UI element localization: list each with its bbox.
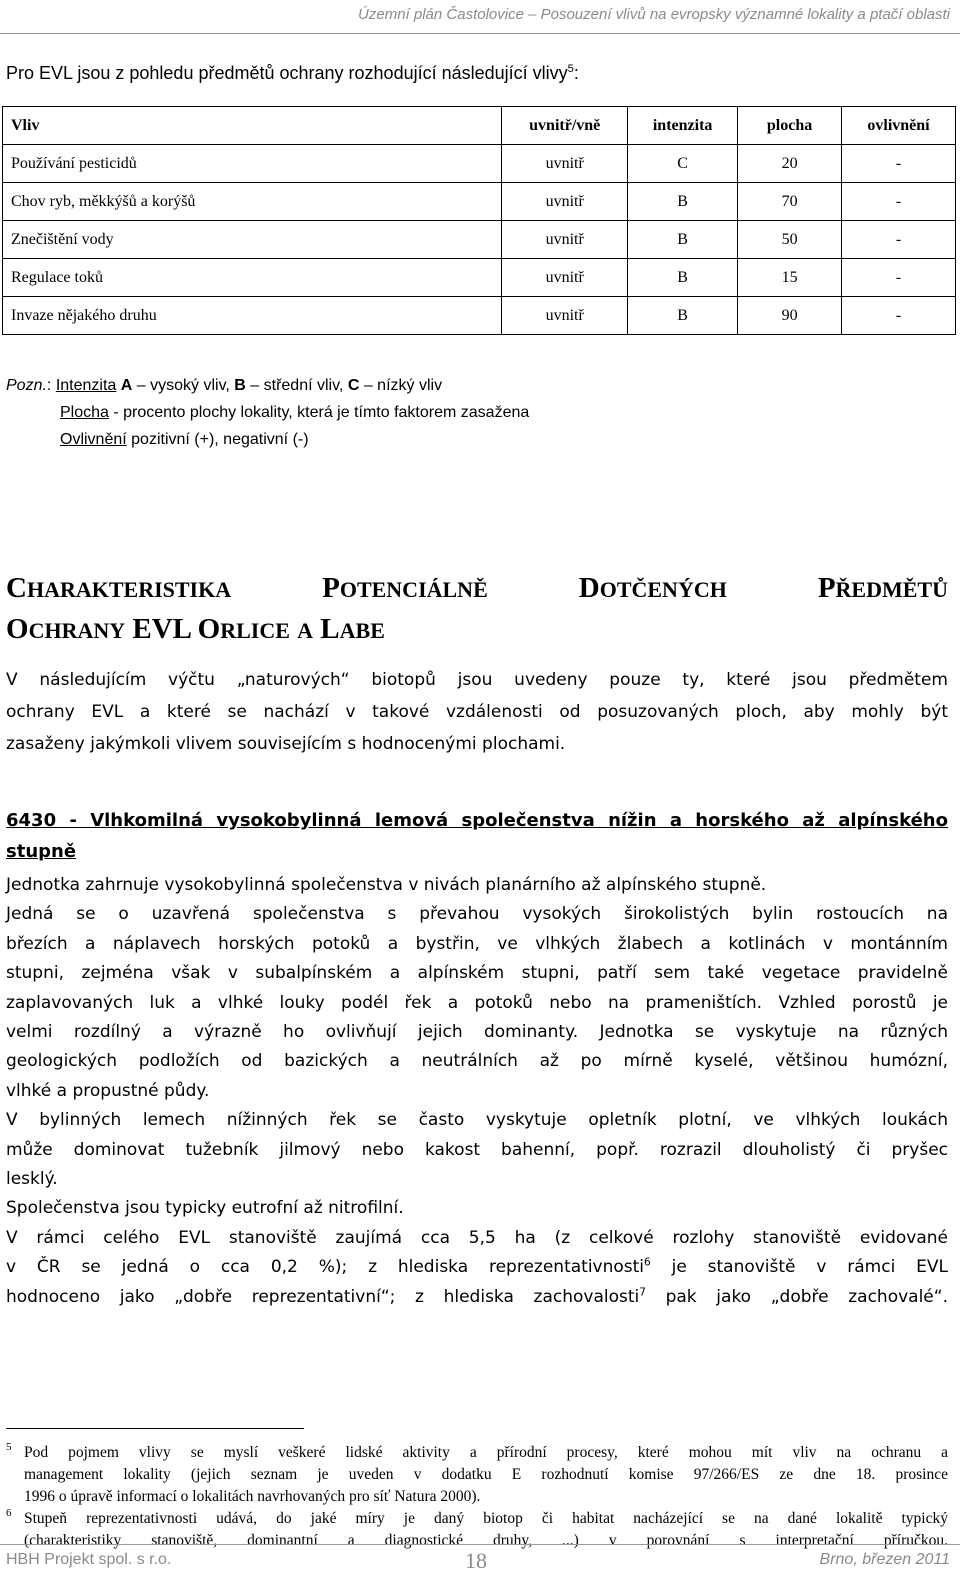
page-header: Územní plán Častolovice – Posouzení vlivů na evropsky významné lokality a ptačí oblasti	[358, 6, 950, 23]
cell-impact: Invaze nějakého druhu	[3, 297, 502, 335]
footnote-ref-7: 7	[639, 1286, 646, 1299]
intro-paragraph: V následujícím výčtu „naturových“ biotopů jsou uvedeny pouze ty, které jsou předmětem ochrany EVL a které se nachází v takové vzdálenosti od posuzovaných ploch, aby mohly být zasaženy jakýmkoli vlivem souvisejícím s hodnocenými plochami.	[6, 670, 948, 754]
col-header-vliv: Vliv	[3, 107, 502, 145]
evl-line-conservation: hodnoceno jako „dobře reprezentativní“; z hlediska zachovalosti$^7$ pak jako „dobře zachovalé“.	[6, 1286, 948, 1307]
cell-intensity: B	[628, 183, 738, 221]
footnote-separator	[6, 1428, 304, 1429]
table-row	[3, 183, 956, 221]
cell-intensity: B	[628, 259, 738, 297]
cell-effect: -	[842, 259, 956, 297]
habitat-heading: 6430 - Vlhkomilná vysokobylinná lemová společenstva nížin a horského až alpínského stupně	[6, 810, 948, 862]
cell-impact: Používání pesticidů	[3, 145, 502, 183]
col-header-location: uvnitř/vně	[502, 107, 628, 145]
col-header-effect: ovlivnění	[842, 107, 956, 145]
impact-table	[2, 106, 956, 335]
table-notes	[6, 372, 529, 453]
footnote-6: 6 Stupeň reprezentativnosti udává, do jaké míry je daný biotop či habitat nacházející se na dané lokalitě typický (charakteristiky stanoviště, dominantní a diagnostické druhy, ...) v porovnání s interpretační příručkou.	[6, 1507, 948, 1549]
cell-area: 15	[738, 259, 842, 297]
cell-location: uvnitř	[502, 183, 628, 221]
col-header-intensity: intenzita	[628, 107, 738, 145]
cell-location: uvnitř	[502, 297, 628, 335]
table-row	[3, 259, 956, 297]
footnotes	[6, 1442, 948, 1552]
cell-location: uvnitř	[502, 259, 628, 297]
footnote-5: 5 Pod pojmem vlivy se myslí veškeré lidské aktivity a přírodní procesy, které mohou mít vliv na ochranu a management lokality (jejich seznam je uveden v dodatku E rozhodnutí komise 97/266/ES ze dne 18. prosince 1996 o úpravě informací o lokalitách navrhovaných pro síť Natura 2000).	[6, 1441, 948, 1505]
footnote-ref-5: 5	[567, 63, 574, 75]
cell-intensity: C	[628, 145, 738, 183]
cell-area: 90	[738, 297, 842, 335]
cell-intensity: B	[628, 221, 738, 259]
table-row	[3, 297, 956, 335]
table-header-row	[3, 107, 956, 145]
footer-company: HBH Projekt spol. s r.o.	[6, 1551, 172, 1568]
cell-effect: -	[842, 145, 956, 183]
cell-area: 50	[738, 221, 842, 259]
cell-location: uvnitř	[502, 221, 628, 259]
cell-effect: -	[842, 221, 956, 259]
habitat-description: Jednotka zahrnuje vysokobylinná společenstva v nivách planárního až alpínského stupně. Jedná se o uzavřená společenstva s převahou vysokých širokolistých bylin rostoucích na březích a náplavech horských potoků a bystřin, ve vlhkých žlabech a kotlinách v montánním stupni, zejména však v subalpínském a alpínském stupni, patří sem také vegetace pravidelně zaplavovaných luk a vlhké louky podél řek a potoků nebo na prameništích. Vzhled porostů je velmi rozdílný a výrazně ho ovlivňují jejich dominanty. Jednotka se vyskytuje na různých geologických podložích od bazických a neutrálních až po mírně kyselé, většinou humózní, vlhké a propustné půdy. V bylinných lemech nížinných řek se často vyskytuje opletník plotní, ve vlhkých loukách může dominovat tužebník jilmový nebo kakost bahenní, popř. rozrazil dlouholistý či pryšec lesklý. Společenstva jsou typicky eutrofní až nitrofilní. V rámci celého EVL stanoviště zaujímá cca 5,5 ha (z celkové rozlohy stanoviště evidované v ČR se jedná o cca 0,2 %); z hlediska reprezentativnosti$^6$ je stanoviště v rámci EVL hodnoceno jako „dobře reprezentativní“; z hlediska zachovalosti$^7$ pak jako „dobře zachovalé“.	[6, 871, 948, 1312]
cell-effect: -	[842, 183, 956, 221]
note-area: Plocha - procento plochy lokality, která je tímto faktorem zasažena	[60, 404, 530, 421]
cell-intensity: B	[628, 297, 738, 335]
table-row	[3, 221, 956, 259]
cell-area: 20	[738, 145, 842, 183]
section-title-line2: OCHRANY EVL ORLICE A LABE	[6, 613, 385, 645]
note-effect: Ovlivnění pozitivní (+), negativní (-)	[60, 431, 309, 448]
note-intensity: Pozn.: Intenzita A – vysoký vliv, B – střední vliv, C – nízký vliv	[6, 377, 443, 394]
section-title: CHARAKTERISTIKA POTENCIÁLNĚ DOTČENÝCH PŘEDMĚTŮ	[6, 572, 948, 604]
cell-impact: Znečištění vody	[3, 221, 502, 259]
col-header-area: plocha	[738, 107, 842, 145]
evl-line-representativeness: v ČR se jedná o cca 0,2 %); z hlediska reprezentativnosti$^6$ je stanoviště v rámci EVL	[6, 1256, 948, 1278]
footer-date: Brno, březen 2011	[819, 1551, 950, 1568]
cell-area: 70	[738, 183, 842, 221]
cell-effect: -	[842, 297, 956, 335]
table-row	[3, 145, 956, 183]
footer-divider	[0, 1544, 960, 1545]
footnote-ref-6: 6	[644, 1256, 651, 1269]
cell-location: uvnitř	[502, 145, 628, 183]
header-divider	[0, 33, 960, 34]
cell-impact: Regulace toků	[3, 259, 502, 297]
page-number: 18	[465, 1548, 487, 1573]
intro-sentence: Pro EVL jsou z pohledu předmětů ochrany rozhodující následující vlivy$^5$:	[6, 63, 579, 83]
cell-impact: Chov ryb, měkkýšů a korýšů	[3, 183, 502, 221]
